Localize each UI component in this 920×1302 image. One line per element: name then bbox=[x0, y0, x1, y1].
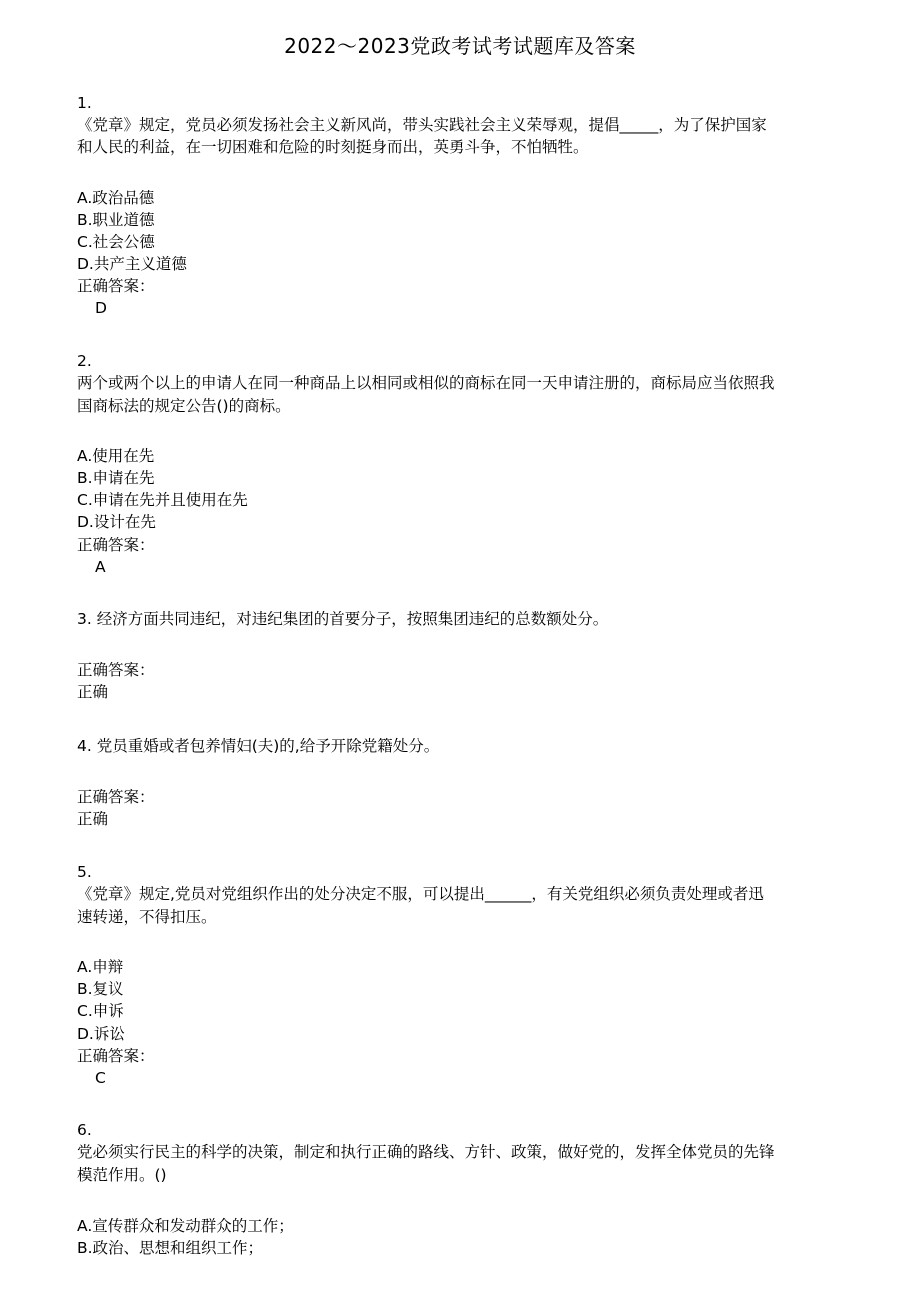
option-b: B.职业道德 bbox=[77, 211, 155, 229]
question-stem-line: 国商标法的规定公告()的商标。 bbox=[77, 397, 291, 415]
question-stem-line: 和人民的利益，在一切困难和危险的时刻挺身而出，英勇斗争，不怕牺牲。 bbox=[77, 138, 589, 156]
option-c: C.申诉 bbox=[77, 1002, 124, 1020]
option-a: A.申辩 bbox=[77, 958, 124, 976]
answer-label: 正确答案： bbox=[77, 277, 155, 295]
question-number: 2. bbox=[77, 352, 92, 370]
question-number: 5. bbox=[77, 863, 92, 881]
answer-label: 正确答案： bbox=[77, 788, 155, 806]
option-a: A.宣传群众和发动群众的工作； bbox=[77, 1217, 294, 1235]
question-stem-line: 党必须实行民主的科学的决策，制定和执行正确的路线、方针、政策，做好党的，发挥全体党员的先锋 bbox=[77, 1143, 775, 1161]
page-title: 2022～2023党政考试考试题库及答案 bbox=[284, 34, 636, 58]
question-stem-line: 《党章》规定，党员必须发扬社会主义新风尚，带头实践社会主义荣辱观，提倡_____，为了保护国家 bbox=[77, 116, 767, 134]
answer-value: A bbox=[95, 558, 106, 576]
question-stem-line: 速转递，不得扣压。 bbox=[77, 908, 217, 926]
answer-value: 正确 bbox=[77, 683, 109, 701]
question-stem-line: 模范作用。() bbox=[77, 1166, 167, 1184]
answer-label: 正确答案： bbox=[77, 536, 155, 554]
option-d: D.设计在先 bbox=[77, 513, 156, 531]
option-b: B.复议 bbox=[77, 980, 124, 998]
question-stem-line: 4. 党员重婚或者包养情妇(夫)的,给予开除党籍处分。 bbox=[77, 737, 440, 755]
option-d: D.诉讼 bbox=[77, 1025, 125, 1043]
option-b: B.政治、思想和组织工作； bbox=[77, 1239, 264, 1257]
option-c: C.社会公德 bbox=[77, 233, 155, 251]
question-number: 1. bbox=[77, 94, 92, 112]
question-stem-line: 《党章》规定,党员对党组织作出的处分决定不服，可以提出______，有关党组织必须负责处理或者迅 bbox=[77, 885, 764, 903]
option-a: A.政治品德 bbox=[77, 189, 155, 207]
answer-value: 正确 bbox=[77, 810, 109, 828]
option-d: D.共产主义道德 bbox=[77, 255, 187, 273]
option-b: B.申请在先 bbox=[77, 469, 155, 487]
question-number: 6. bbox=[77, 1121, 92, 1139]
answer-label: 正确答案： bbox=[77, 1047, 155, 1065]
answer-value: D bbox=[95, 299, 107, 317]
option-a: A.使用在先 bbox=[77, 447, 155, 465]
option-c: C.申请在先并且使用在先 bbox=[77, 491, 248, 509]
question-stem-line: 两个或两个以上的申请人在同一种商品上以相同或相似的商标在同一天申请注册的，商标局应当依照我 bbox=[77, 374, 775, 392]
answer-label: 正确答案： bbox=[77, 661, 155, 679]
question-stem-line: 3. 经济方面共同违纪，对违纪集团的首要分子，按照集团违纪的总数额处分。 bbox=[77, 610, 609, 628]
answer-value: C bbox=[95, 1069, 106, 1087]
